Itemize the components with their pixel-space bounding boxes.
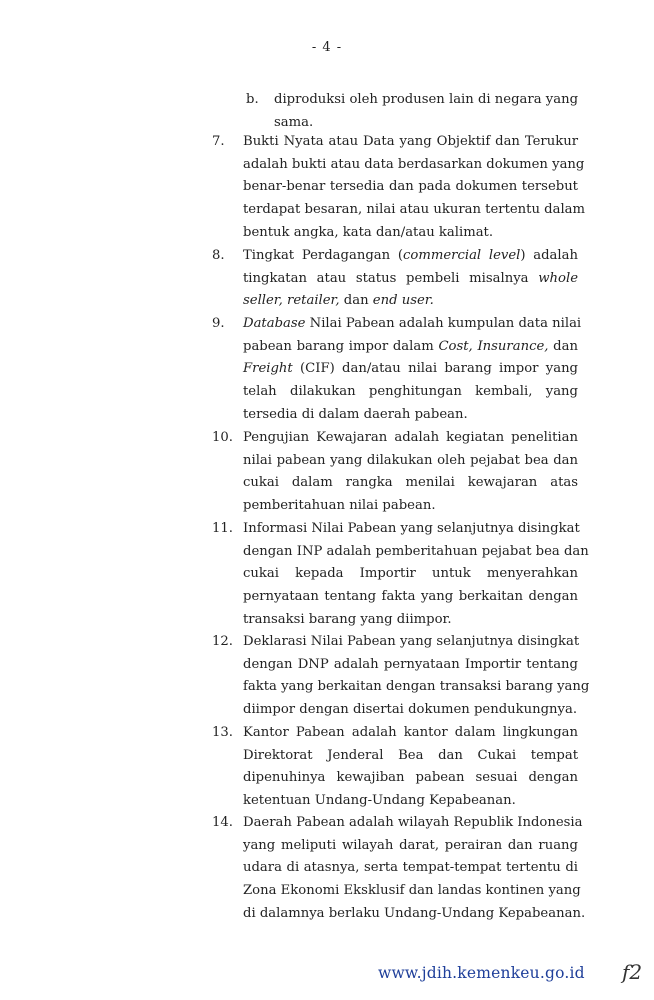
definition-number: 8. xyxy=(212,248,225,263)
definition-line: ketentuan Undang-Undang Kepabeanan. xyxy=(243,793,516,809)
definition-7 xyxy=(212,131,586,245)
definition-14 xyxy=(212,812,586,926)
definition-12 xyxy=(212,631,590,722)
definition-9 xyxy=(212,313,582,427)
definition-number: 11. xyxy=(212,521,233,536)
definition-line: benar-benar tersedia dan pada dokumen tersebut xyxy=(243,179,578,195)
definition-line: transaksi barang yang diimpor. xyxy=(243,611,452,627)
definition-line: seller, retailer, dan end user. xyxy=(243,293,434,309)
definition-line: terdapat besaran, nilai atau ukuran tertentu dalam xyxy=(243,202,586,218)
definition-line: Tingkat Perdagangan (commercial level) adalah xyxy=(243,248,578,263)
definition-line: Daerah Pabean adalah wilayah Republik Indonesia xyxy=(243,815,583,830)
definition-line: adalah bukti atau data berdasarkan dokumen yang xyxy=(243,156,585,172)
sub-item-line: sama. xyxy=(274,115,314,130)
definition-line: Freight (CIF) dan/atau nilai barang impor yang xyxy=(243,361,578,377)
definition-8 xyxy=(212,245,578,313)
definition-line: fakta yang berkaitan dengan transaksi barang yang xyxy=(243,679,590,695)
sub-item-line: diproduksi oleh produsen lain di negara yang xyxy=(274,92,579,107)
definition-line: pernyataan tentang fakta yang berkaitan dengan xyxy=(243,589,578,605)
initials-signature: f2 xyxy=(622,960,643,984)
footer-url-link[interactable]: www.jdih.kemenkeu.go.id xyxy=(378,964,585,982)
definition-number: 13. xyxy=(212,725,233,740)
definition-line: bentuk angka, kata dan/atau kalimat. xyxy=(243,224,494,240)
definition-line: dengan DNP adalah pernyataan Importir tentang xyxy=(243,656,578,672)
definition-line: tersedia di dalam daerah pabean. xyxy=(243,406,468,422)
definition-line: diimpor dengan disertai dokumen pendukungnya. xyxy=(243,702,578,718)
definition-11 xyxy=(212,518,589,632)
definition-line: dengan INP adalah pemberitahuan pejabat bea dan xyxy=(243,543,589,559)
definition-number: 9. xyxy=(212,316,225,331)
definition-13 xyxy=(212,722,578,813)
sub-item-marker: b. xyxy=(246,92,259,107)
definition-number: 14. xyxy=(212,815,233,830)
definition-line: cukai kepada Importir untuk menyerahkan xyxy=(243,566,578,582)
definition-number: 12. xyxy=(212,634,233,649)
definition-line: Bukti Nyata atau Data yang Objektif dan Terukur xyxy=(243,134,578,149)
definition-line: di dalamnya berlaku Undang-Undang Kepabeanan. xyxy=(243,905,586,921)
definition-line: tingkatan atau status pembeli misalnya whole xyxy=(243,270,578,286)
sub-item-b xyxy=(246,88,578,134)
definition-line: Kantor Pabean adalah kantor dalam lingkungan xyxy=(243,725,578,740)
definition-line: pemberitahuan nilai pabean. xyxy=(243,498,436,514)
definition-line: udara di atasnya, serta tempat-tempat tertentu di xyxy=(243,860,578,876)
definition-line: pabean barang impor dalam Cost, Insurance, dan xyxy=(243,338,578,354)
definition-line: nilai pabean yang dilakukan oleh pejabat bea dan xyxy=(243,452,578,468)
page-number: - 4 - xyxy=(311,40,343,55)
definition-10 xyxy=(212,427,578,518)
definition-line: cukai dalam rangka menilai kewajaran atas xyxy=(243,475,578,491)
definition-number: 7. xyxy=(212,134,225,149)
definition-line: Informasi Nilai Pabean yang selanjutnya disingkat xyxy=(243,521,580,536)
definition-line: Database Nilai Pabean adalah kumpulan data nilai xyxy=(243,316,582,331)
definition-line: Zona Ekonomi Eksklusif dan landas kontinen yang xyxy=(243,883,581,899)
definition-number: 10. xyxy=(212,430,233,445)
definition-line: yang meliputi wilayah darat, perairan dan ruang xyxy=(243,837,578,853)
definition-line: telah dilakukan penghitungan kembali, yang xyxy=(243,384,578,400)
definition-line: Pengujian Kewajaran adalah kegiatan penelitian xyxy=(243,430,578,445)
definition-line: dipenuhinya kewajiban pabean sesuai dengan xyxy=(243,770,578,786)
definition-line: Direktorat Jenderal Bea dan Cukai tempat xyxy=(243,747,578,763)
definition-line: Deklarasi Nilai Pabean yang selanjutnya disingkat xyxy=(243,634,580,649)
